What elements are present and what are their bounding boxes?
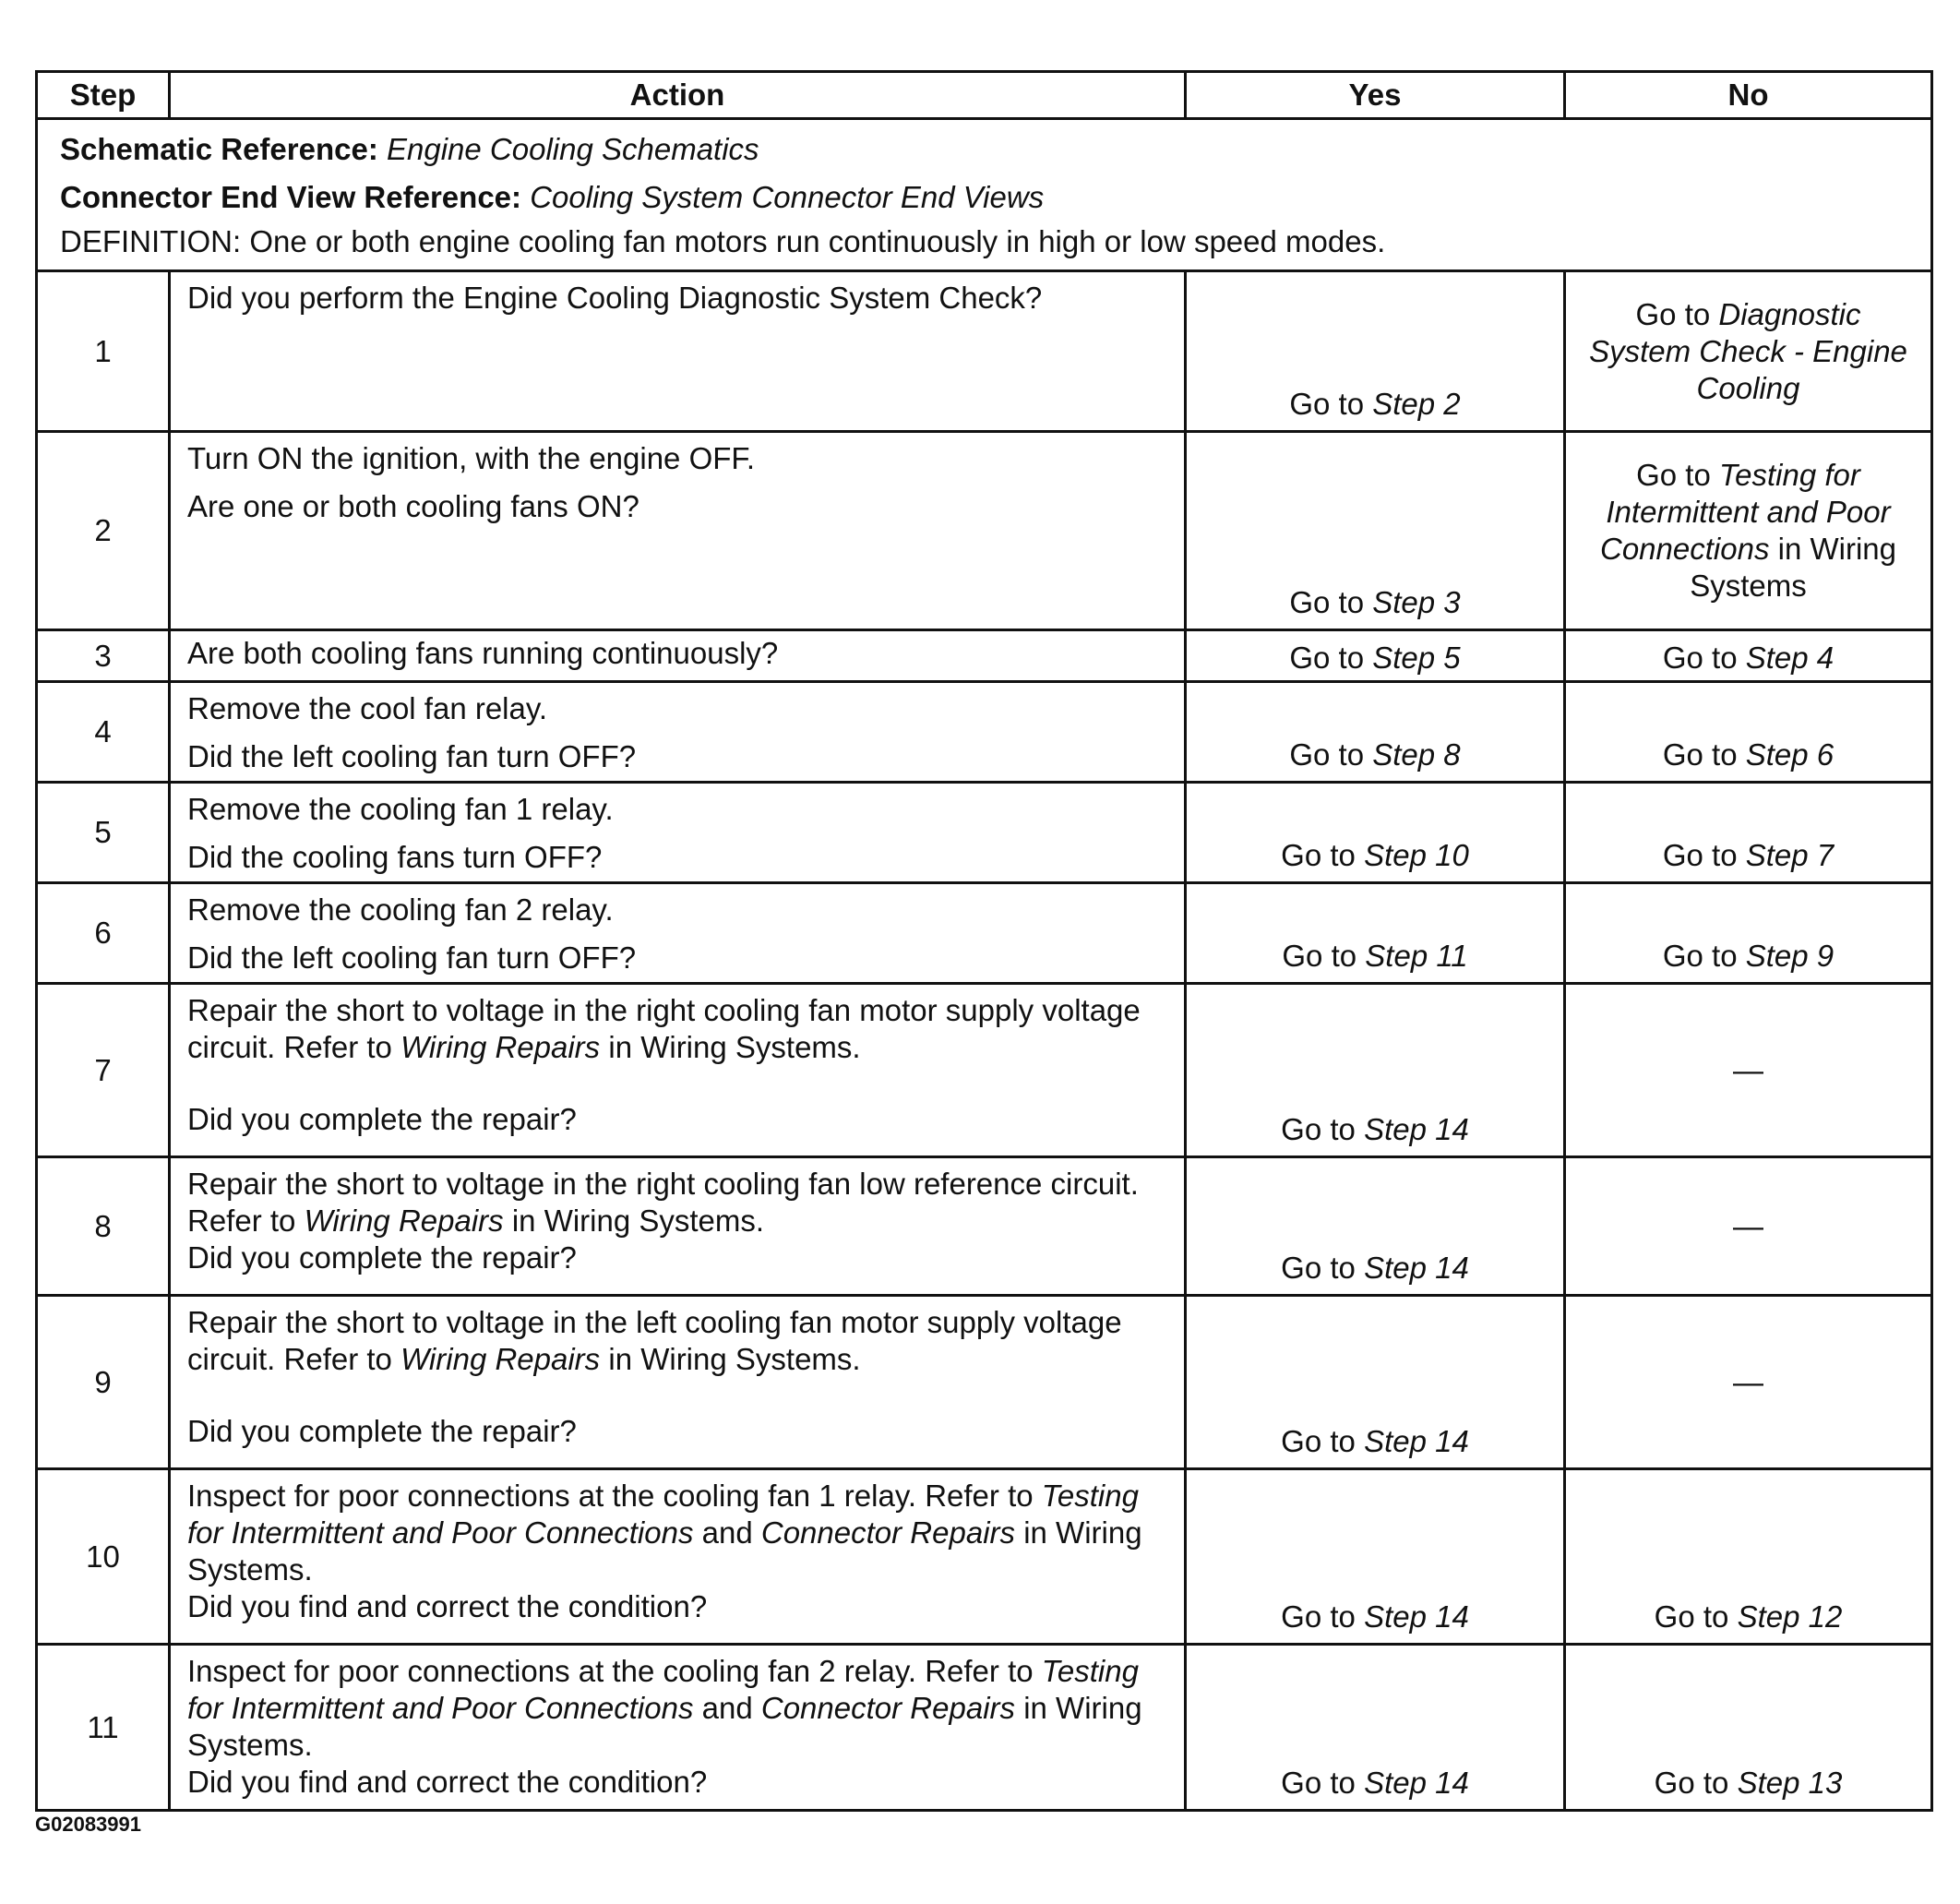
figure-id: G02083991 (35, 1813, 141, 1836)
table-row (37, 1157, 1932, 1296)
yes-link[interactable]: Step 14 (1364, 1599, 1469, 1634)
yes-link[interactable]: Step 2 (1372, 387, 1461, 421)
action-cell (170, 1645, 1186, 1811)
action-text: Turn ON the ignition, with the engine OFF. (187, 441, 756, 475)
action-cell (170, 630, 1186, 682)
definition-text: DEFINITION: One or both engine cooling fan motors run continuously in high or low speed modes. (60, 224, 1386, 258)
table-row (37, 883, 1932, 984)
action-text: Remove the cool fan relay. (187, 691, 548, 725)
no-link[interactable]: Step 12 (1737, 1599, 1843, 1634)
table-row (37, 271, 1932, 432)
no-cell: — (1565, 1296, 1932, 1469)
action-question: Did the left cooling fan turn OFF? (187, 739, 637, 773)
action-question: Are one or both cooling fans ON? (187, 489, 639, 523)
yes-cell: Go to Step 10 (1186, 783, 1565, 883)
header-no: No (1565, 72, 1932, 119)
yes-link[interactable]: Step 10 (1364, 838, 1469, 872)
step-number: 3 (37, 630, 170, 682)
no-cell: — (1565, 984, 1932, 1157)
table-row (37, 1469, 1932, 1645)
yes-cell: Go to Step 3 (1186, 432, 1565, 630)
yes-cell: Go to Step 8 (1186, 682, 1565, 783)
action-question: Did you complete the repair? (187, 1414, 577, 1448)
no-link[interactable]: Step 4 (1745, 641, 1835, 675)
action-text: Did you perform the Engine Cooling Diagnostic System Check? (187, 281, 1043, 315)
no-cell: Go to Testing for Intermittent and Poor Connections in Wiring Systems (1565, 432, 1932, 630)
step-number: 1 (37, 271, 170, 432)
action-text: Repair the short to voltage in the right cooling fan low reference circuit. Refer to Wiring Repairs in Wiring Systems. (187, 1167, 1139, 1238)
step-number: 10 (37, 1469, 170, 1645)
no-cell: Go to Step 4 (1565, 630, 1932, 682)
header-action: Action (170, 72, 1186, 119)
step-number: 4 (37, 682, 170, 783)
step-number: 11 (37, 1645, 170, 1811)
no-cell: Go to Step 9 (1565, 883, 1932, 984)
no-link[interactable]: Step 6 (1745, 737, 1835, 772)
schematic-link[interactable]: Engine Cooling Schematics (387, 132, 759, 166)
no-link[interactable]: Step 9 (1745, 939, 1835, 973)
yes-cell: Go to Step 11 (1186, 883, 1565, 984)
table-row (37, 432, 1932, 630)
yes-link[interactable]: Step 14 (1364, 1112, 1469, 1146)
action-text: Inspect for poor connections at the cooling fan 2 relay. Refer to Testing for Intermittent and Poor Connections and Connector Repairs in Wiring Systems. (187, 1654, 1142, 1762)
yes-link[interactable]: Step 11 (1365, 939, 1468, 973)
table-row (37, 682, 1932, 783)
action-question: Did the cooling fans turn OFF? (187, 840, 603, 874)
no-link[interactable]: Step 7 (1745, 838, 1835, 872)
yes-cell: Go to Step 5 (1186, 630, 1565, 682)
yes-link[interactable]: Step 14 (1364, 1424, 1469, 1458)
yes-cell: Go to Step 14 (1186, 984, 1565, 1157)
action-question: Did the left cooling fan turn OFF? (187, 940, 637, 975)
yes-link[interactable]: Step 3 (1372, 585, 1461, 619)
action-text: Remove the cooling fan 1 relay. (187, 792, 614, 826)
action-question: Did you complete the repair? (187, 1102, 577, 1136)
yes-cell: Go to Step 2 (1186, 271, 1565, 432)
no-link[interactable]: Step 13 (1737, 1766, 1843, 1800)
action-cell (170, 984, 1186, 1157)
yes-cell: Go to Step 14 (1186, 1469, 1565, 1645)
no-cell: Go to Step 6 (1565, 682, 1932, 783)
action-text: Repair the short to voltage in the right cooling fan motor supply voltage circuit. Refer to Wiring Repairs in Wiring Systems. (187, 993, 1141, 1064)
step-number: 8 (37, 1157, 170, 1296)
action-cell (170, 271, 1186, 432)
reference-cell (37, 119, 1932, 271)
testing-link[interactable]: Testing for Intermittent and Poor Connections (187, 1654, 1139, 1725)
step-number: 2 (37, 432, 170, 630)
yes-link[interactable]: Step 14 (1364, 1251, 1469, 1285)
step-number: 6 (37, 883, 170, 984)
reference-row (37, 119, 1932, 271)
yes-cell: Go to Step 14 (1186, 1157, 1565, 1296)
step-number: 9 (37, 1296, 170, 1469)
table-row (37, 1296, 1932, 1469)
wiring-repairs-link[interactable]: Wiring Repairs (400, 1030, 601, 1064)
connector-link[interactable]: Cooling System Connector End Views (530, 180, 1045, 214)
wiring-repairs-link[interactable]: Wiring Repairs (400, 1342, 601, 1376)
no-link[interactable]: Testing for Intermittent and Poor Connections (1600, 458, 1891, 566)
testing-link[interactable]: Testing for Intermittent and Poor Connections (187, 1479, 1139, 1550)
header-row (37, 72, 1932, 119)
step-number: 7 (37, 984, 170, 1157)
yes-link[interactable]: Step 14 (1364, 1766, 1469, 1800)
action-cell (170, 432, 1186, 630)
table-row (37, 984, 1932, 1157)
no-cell: — (1565, 1157, 1932, 1296)
table-row (37, 783, 1932, 883)
table-row (37, 630, 1932, 682)
no-cell: Go to Diagnostic System Check - Engine Cooling (1565, 271, 1932, 432)
action-cell (170, 1157, 1186, 1296)
action-cell (170, 883, 1186, 984)
connector-repairs-link[interactable]: Connector Repairs (760, 1691, 1016, 1725)
action-question: Are both cooling fans running continuously? (187, 636, 779, 670)
action-text: Remove the cooling fan 2 relay. (187, 892, 614, 927)
action-question: Did you complete the repair? (187, 1240, 577, 1275)
yes-link[interactable]: Step 5 (1372, 641, 1461, 675)
yes-cell: Go to Step 14 (1186, 1296, 1565, 1469)
table-row (37, 1645, 1932, 1811)
action-question: Did you find and correct the condition? (187, 1589, 708, 1623)
header-step: Step (37, 72, 170, 119)
no-cell: Go to Step 12 (1565, 1469, 1932, 1645)
action-question: Did you find and correct the condition? (187, 1765, 708, 1799)
action-text: Repair the short to voltage in the left cooling fan motor supply voltage circuit. Refer to Wiring Repairs in Wiring Systems. (187, 1305, 1122, 1376)
yes-cell: Go to Step 14 (1186, 1645, 1565, 1811)
step-number: 5 (37, 783, 170, 883)
connector-label: Connector End View Reference: (60, 180, 522, 214)
no-cell: Go to Step 7 (1565, 783, 1932, 883)
action-cell (170, 1469, 1186, 1645)
action-text: Inspect for poor connections at the cooling fan 1 relay. Refer to Testing for Intermittent and Poor Connections and Connector Repairs in Wiring Systems. (187, 1479, 1142, 1587)
header-yes: Yes (1186, 72, 1565, 119)
no-link[interactable]: Diagnostic System Check - Engine Cooling (1589, 296, 1907, 405)
action-cell (170, 783, 1186, 883)
no-cell: Go to Step 13 (1565, 1645, 1932, 1811)
connector-repairs-link[interactable]: Connector Repairs (760, 1515, 1016, 1550)
diagnostic-table (35, 70, 1933, 1812)
action-cell (170, 1296, 1186, 1469)
wiring-repairs-link[interactable]: Wiring Repairs (304, 1203, 504, 1238)
schematic-label: Schematic Reference: (60, 132, 378, 166)
action-cell (170, 682, 1186, 783)
yes-link[interactable]: Step 8 (1372, 737, 1461, 772)
